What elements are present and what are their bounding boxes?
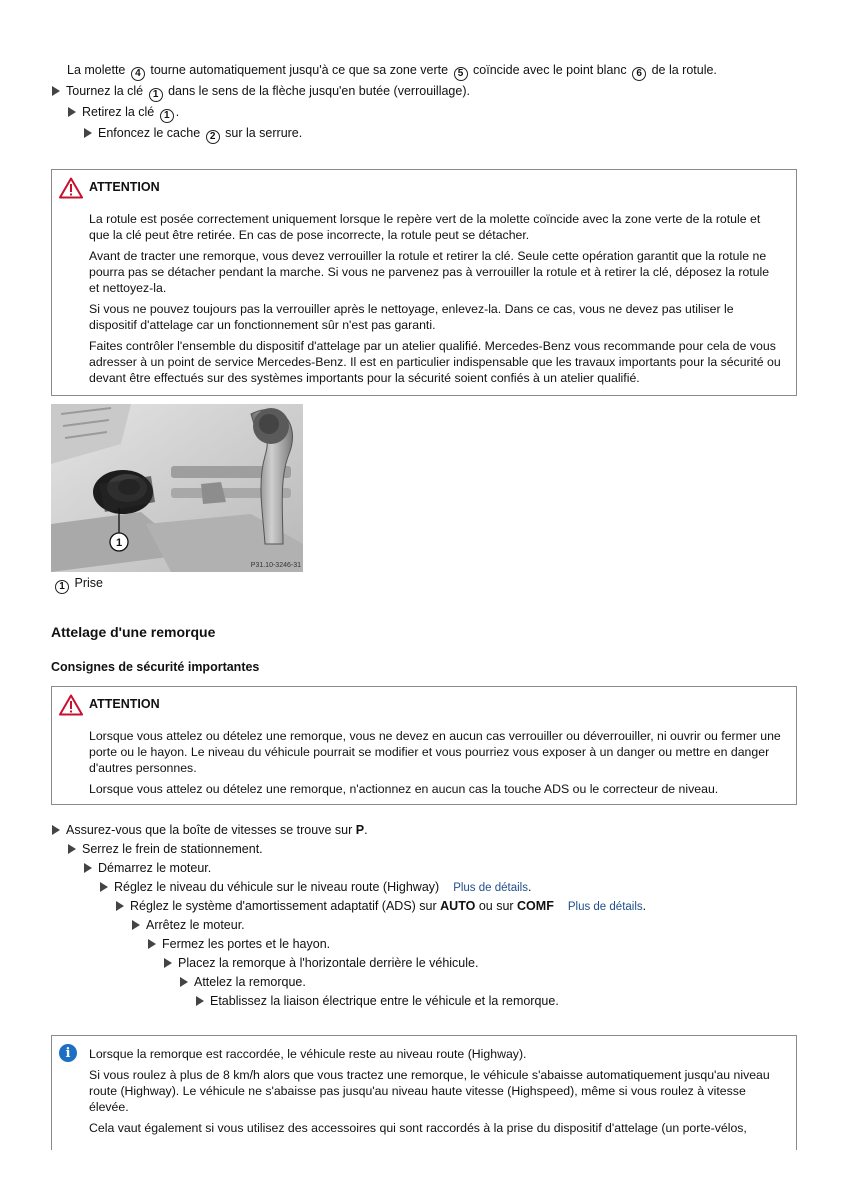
step-3: Démarrez le moteur. [84,860,211,876]
details-link[interactable]: Plus de détails [567,901,643,913]
callout-4: 4 [131,67,145,81]
intro-line-3: Retirez la clé 1 . [68,104,179,123]
attention-box-2 [51,686,797,805]
callout-6: 6 [632,67,646,81]
callout-5: 5 [454,67,468,81]
arrow-icon [68,107,76,117]
step-4: Réglez le niveau du véhicule sur le niveau route (Highway) Plus de détails. [100,879,531,896]
warning-icon [59,177,83,199]
attention-body [89,211,782,391]
attention-paragraph: Lorsque vous attelez ou dételez une remorque, n'actionnez en aucun cas la touche ADS ou le correcteur de niveau. [89,782,719,796]
callout-1: 1 [149,88,163,102]
trailer-socket-photo [51,404,303,572]
info-paragraph: Si vous roulez à plus de 8 km/h alors que vous tractez une remorque, le véhicule s'abaisse automatiquement jusqu'au niveau route (Highway). Le véhicule ne s'abaisse pas jusqu'au niveau haute vitesse (Highspeed), même si vous roulez à vitesse élevée. [89,1068,770,1114]
callout-1: 1 [55,580,69,594]
section-heading: Attelage d'une remorque [51,624,216,640]
warning-icon [59,694,83,716]
attention-paragraph: Si vous ne pouvez toujours pas la verrouiller après le nettoyage, enlevez-la. Dans ce cas, vous ne devez pas utiliser le dispositif d'attelage car un fonctionnement sûr n'est pas garanti. [89,302,734,332]
arrow-icon [148,939,156,949]
details-link[interactable]: Plus de détails [453,882,528,894]
arrow-icon [52,86,60,96]
attention-box-1 [51,169,797,396]
attention-paragraph: Avant de tracter une remorque, vous devez verrouiller la rotule et retirer la clé. Seule cette opération garantit que la rotule ne pourra pas se détacher pendant la marche. Si vous ne parvenez pas à verrouiller la rotule et à retirer la clé, déposez la rotule et nettoyez-la. [89,249,770,295]
section-subheading: Consignes de sécurité importantes [51,660,260,674]
attention-paragraph: Faites contrôler l'ensemble du dispositif d'attelage par un atelier qualifié. Mercedes-Benz vous recommande pour cela de vous adresser à un point de service Mercedes-Benz. Il est en particulier indispensable que les travaux importants pour la sécurité ou devant être effectués sur des systèmes importants pour la sécurité soient confiés à un atelier qualifié. [89,339,781,385]
info-icon: i [59,1044,77,1062]
arrow-icon [196,996,204,1006]
arrow-icon [68,844,76,854]
info-box [51,1035,797,1150]
info-paragraph: Cela vaut également si vous utilisez des accessoires qui sont raccordés à la prise du dispositif d'attelage (un porte-vélos, [89,1121,747,1135]
arrow-icon [116,901,124,911]
callout-1: 1 [160,109,174,123]
socket-illustration [51,404,303,572]
arrow-icon [100,882,108,892]
arrow-icon [180,977,188,987]
attention-title: ATTENTION [89,180,160,194]
callout-2: 2 [206,130,220,144]
arrow-icon [132,920,140,930]
figure-caption: 1 Prise [53,575,103,594]
intro-line-1: La molette 4 tourne automatiquement jusqu'à ce que sa zone verte 5 coïncide avec le point blanc 6 de la rotule. [67,63,717,79]
attention-paragraph: La rotule est posée correctement uniquement lorsque le repère vert de la molette coïncide avec la zone verte de la rotule et que la clé peut être retirée. En cas de pose incorrecte, la rotule peut se détacher. [89,212,761,242]
attention-paragraph: Lorsque vous attelez ou dételez une remorque, vous ne devez en aucun cas verrouiller ou déverrouiller, ni ouvrir ou fermer une porte ou le hayon. Le niveau du véhicule pourrait se modifier et vous pourriez vous exposer à un danger ou mettre en danger d'autres personnes. [89,729,781,775]
arrow-icon [52,825,60,835]
attention-title: ATTENTION [89,697,160,711]
intro-line-2: Tournez la clé 1 dans le sens de la flèche jusqu'en butée (verrouillage). [52,83,470,102]
info-paragraph: Lorsque la remorque est raccordée, le véhicule reste au niveau route (Highway). [89,1047,527,1061]
step-6: Arrêtez le moteur. [132,917,245,933]
info-body [89,1046,782,1141]
attention-body [89,728,782,802]
arrow-icon [84,128,92,138]
photo-callout: 1 [115,537,123,549]
step-7: Fermez les portes et le hayon. [148,936,330,952]
step-10: Etablissez la liaison électrique entre le véhicule et la remorque. [196,993,559,1009]
arrow-icon [164,958,172,968]
figure-reference: P31.10-3246-31 [250,562,301,569]
step-1: Assurez-vous que la boîte de vitesses se trouve sur P. [52,822,368,838]
arrow-icon [84,863,92,873]
step-5: Réglez le système d'amortissement adaptatif (ADS) sur AUTO ou sur COMF Plus de détails. [116,898,646,915]
step-8: Placez la remorque à l'horizontale derrière le véhicule. [164,955,478,971]
step-9: Attelez la remorque. [180,974,306,990]
step-2: Serrez le frein de stationnement. [68,841,263,857]
intro-line-4: Enfoncez le cache 2 sur la serrure. [84,125,302,144]
